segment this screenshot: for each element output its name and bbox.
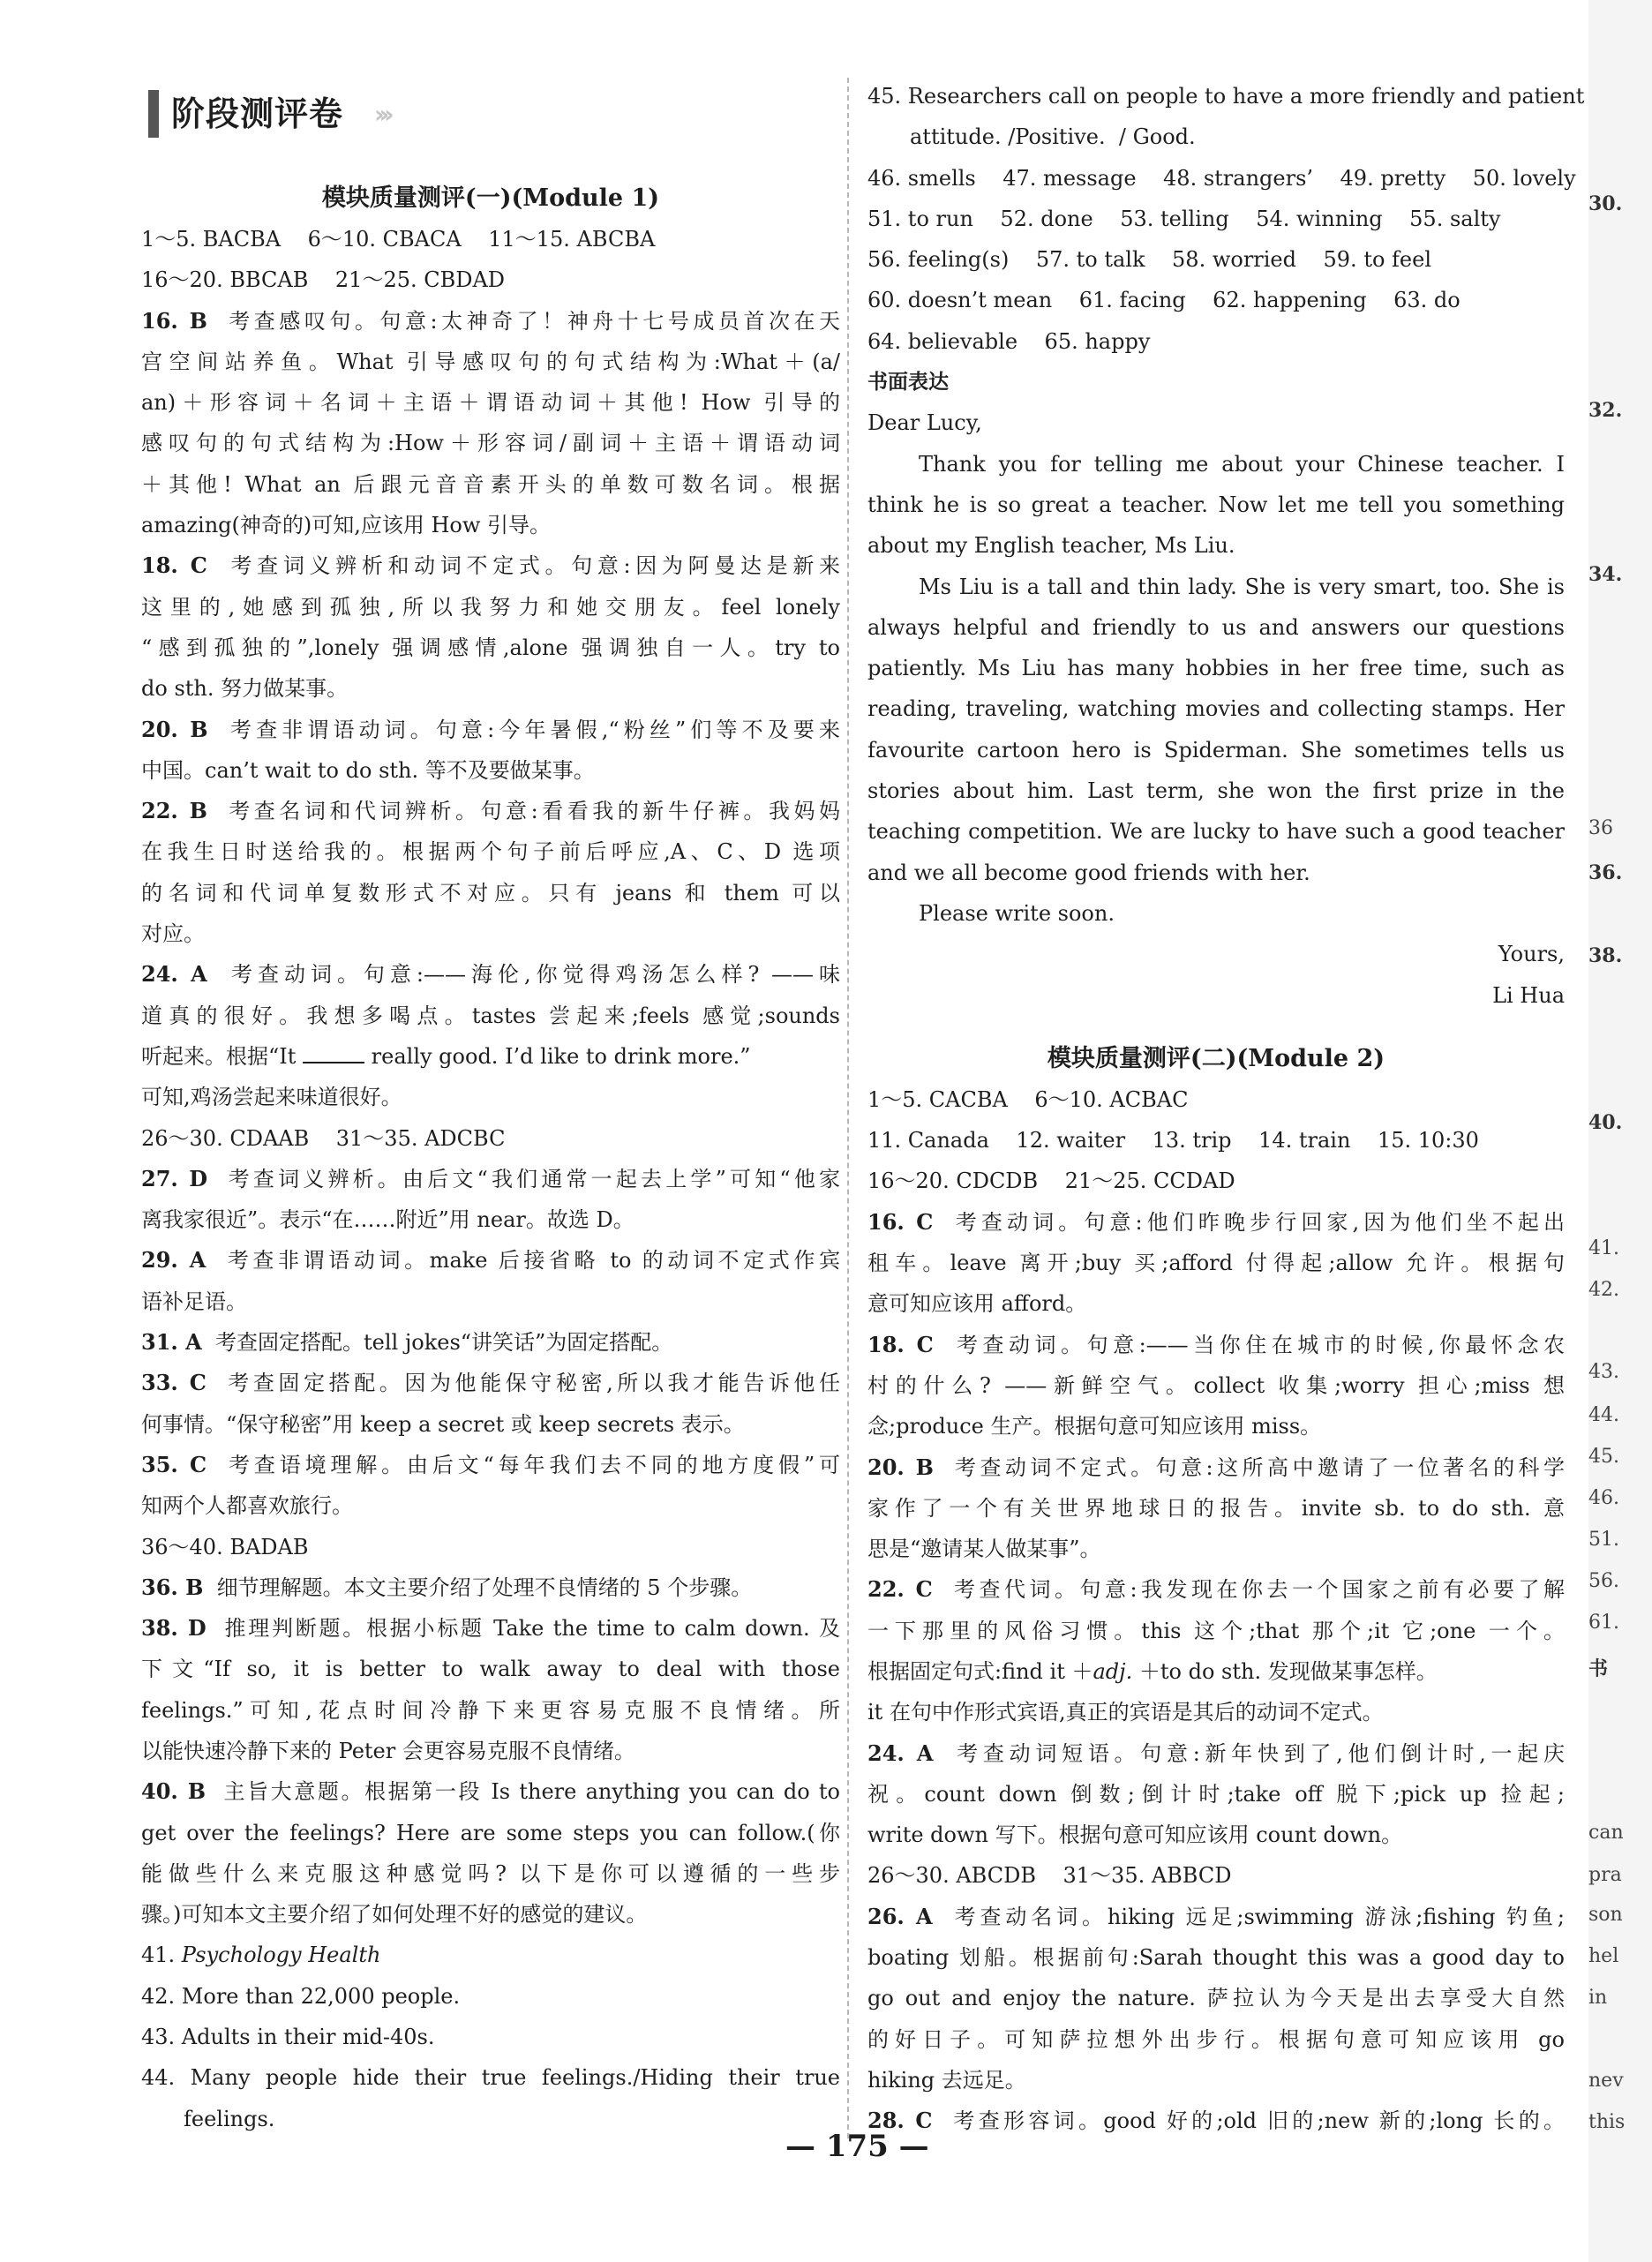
- text-segment: 43. Adults in their mid-40s.: [141, 2025, 435, 2050]
- text-line: [867, 1283, 1565, 1324]
- text-segment: Ms Liu is a tall and thin lady. She is very smart, too. She is always helpful and friendly to us and answers our questions patiently. Ms Liu has many hobbies in her free time, such as reading, traveling, watching movies and collecting stamps. Her favourite cartoon hero is Spiderman. She sometimes tells us stories about him. Last term, she won the first prize in the teaching competition. We are lucky to have such a good teacher and we all become good friends with her.: [867, 574, 1565, 885]
- answer-key: 22. B: [141, 798, 207, 824]
- essay-paragraph: [867, 444, 1565, 567]
- text-line: [141, 1077, 840, 1117]
- answer-key: 20. B: [867, 1454, 934, 1480]
- answer-key: 38. D: [141, 1615, 206, 1642]
- text-segment: 考查动词。句意:他们昨晚步行回家,因为他们坐不起出: [933, 1209, 1565, 1235]
- text-segment: 道真的很好。我想多喝点。tastes 尝起来;feels 感觉;sounds: [141, 1003, 840, 1028]
- text-line: [141, 1199, 840, 1240]
- text-line: [141, 587, 840, 627]
- text-line: [141, 1363, 840, 1403]
- text-segment: 考查固定搭配。因为他能保守秘密,所以我才能告诉他任: [206, 1371, 840, 1396]
- edge-fragment: son: [1588, 1904, 1623, 1926]
- text-line: [141, 2057, 840, 2098]
- edge-fragment: pra: [1588, 1864, 1622, 1886]
- edge-fragment: 43.: [1588, 1361, 1619, 1383]
- text-line: [141, 301, 840, 342]
- text-segment: 11. Canada 12. waiter 13. trip 14. train 15. 10:30: [867, 1128, 1479, 1154]
- writing-heading: [867, 362, 1565, 402]
- header-accent-bar: [148, 90, 159, 138]
- text-line: [867, 158, 1576, 199]
- text-segment: 考查固定搭配。tell jokes“讲笑话”为固定搭配。: [201, 1330, 673, 1356]
- page-number: — 175 —: [785, 2129, 929, 2164]
- text-line: [141, 1771, 840, 1812]
- text-segment: 考查感叹句。句意:太神奇了！神舟十七号成员首次在天: [206, 308, 841, 334]
- text-line: [867, 2100, 1565, 2141]
- text-segment: 考查代词。句意:我发现在你去一个国家之前有必要了解: [932, 1577, 1566, 1603]
- text-line: [141, 2099, 840, 2139]
- text-line: [141, 1894, 840, 1935]
- text-segment: 中国。can’t wait to do sth. 等不及要做某事。: [141, 757, 595, 783]
- edge-fragment: 44.: [1588, 1404, 1619, 1426]
- edge-fragment: 51.: [1588, 1529, 1619, 1551]
- edge-fragment: 书: [1588, 1657, 1609, 1680]
- text-segment: it 在句中作形式宾语,真正的宾语是其后的动词不定式。: [867, 1700, 1384, 1725]
- text-line: [141, 791, 840, 831]
- text-segment: 对应。: [141, 921, 205, 947]
- text-segment: 46. smells 47. message 48. strangers’ 49. pretty 50. lovely: [867, 165, 1576, 191]
- text-line: [141, 1976, 840, 2017]
- text-line: [141, 219, 840, 259]
- text-segment: 44. Many people hide their true feelings./Hiding their true: [141, 2065, 840, 2091]
- text-segment: 1～5. CACBA 6～10. ACBAC: [867, 1086, 1189, 1112]
- text-segment: 考查动词。句意:——海伦,你觉得鸡汤怎么样? ——味: [206, 962, 841, 988]
- text-line: [867, 1406, 1565, 1447]
- text-segment: 村的什么? ——新鲜空气。collect 收集;worry 担心;miss 想: [867, 1372, 1565, 1398]
- essay-paragraph: [867, 567, 1565, 893]
- text-segment: 26～30. ABCDB 31～35. ABBCD: [867, 1863, 1232, 1889]
- text-segment: write down 写下。根据句意可知应该用 count down。: [867, 1822, 1403, 1848]
- text-segment: 的名词和代词单复数形式不对应。只有 jeans 和 them 可以: [141, 880, 840, 906]
- text-line: [867, 321, 1565, 362]
- edge-fragment: 30.: [1588, 192, 1623, 215]
- text-line: [141, 831, 840, 872]
- text-line: [141, 1240, 840, 1281]
- text-line: [867, 280, 1565, 320]
- text-line: [141, 1281, 840, 1322]
- edge-fragment: 32.: [1588, 399, 1623, 422]
- text-segment: 一下那里的风俗习惯。this 这个;that 那个;it 它;one 一个。: [867, 1618, 1565, 1643]
- text-segment: 宫空间站养鱼。What 引导感叹句的句式结构为:What＋(a/: [141, 349, 840, 374]
- text-segment: feelings.: [184, 2106, 275, 2131]
- text-line: [867, 116, 1565, 157]
- text-line: [867, 199, 1565, 239]
- text-line: [867, 1161, 1565, 1201]
- text-segment: Thank you for telling me about your Chinese teacher. I think he is so great a teacher. Now let me tell you something about my English teacher, Ms Liu.: [867, 451, 1565, 559]
- text-line: [867, 1855, 1565, 1896]
- text-line: [141, 2017, 840, 2057]
- text-segment: 租车。leave 离开;buy 买;afford 付得起;allow 允许。根据句: [867, 1251, 1565, 1276]
- text-segment: 考查动名词。hiking 远足;swimming 游泳;fishing 钓鱼;: [932, 1904, 1566, 1929]
- text-segment: 书面表达: [867, 371, 949, 395]
- text-segment: 42. More than 22,000 people.: [141, 1983, 461, 2009]
- text-line: [867, 1692, 1565, 1732]
- answer-key: 26. A: [867, 1903, 933, 1929]
- text-segment: really good. I’d like to drink more.”: [364, 1043, 751, 1069]
- edge-fragment: 40.: [1588, 1111, 1623, 1134]
- text-line: [867, 1651, 1565, 1692]
- answer-key: 22. C: [867, 1576, 933, 1603]
- text-segment: 能做些什么来克服这种感觉吗? 以下是你可以遵循的一些步: [141, 1860, 840, 1886]
- text-line: [867, 1365, 1565, 1406]
- text-segment: 祝。count down 倒数;倒计时;take off 脱下;pick up 捡起;: [867, 1781, 1565, 1807]
- right-column: [867, 76, 1585, 2142]
- text-line: [867, 1937, 1565, 1978]
- answer-key: 24. A: [867, 1740, 934, 1766]
- text-segment: Dear Lucy,: [867, 410, 982, 436]
- text-segment: 16～20. CDCDB 21～25. CCDAD: [867, 1169, 1235, 1194]
- text-line: [141, 627, 840, 668]
- edge-fragment: 36: [1588, 817, 1613, 839]
- text-line: [141, 1567, 840, 1608]
- text-segment: 16～20. BBCAB 21～25. CBDAD: [141, 267, 506, 293]
- text-segment: 骤。)可知本文主要介绍了如何处理不好的感觉的建议。: [141, 1902, 648, 1928]
- answer-key: 16. C: [867, 1208, 934, 1235]
- text-line: [867, 1611, 1565, 1651]
- text-segment: 1～5. BACBA 6～10. CBACA 11～15. ABCBA: [141, 227, 656, 252]
- text-line: [141, 1690, 840, 1731]
- text-line: [141, 1322, 840, 1363]
- edge-fragment: 61.: [1588, 1612, 1619, 1634]
- edge-fragment: 56.: [1588, 1570, 1619, 1592]
- text-line: [141, 423, 840, 463]
- text-segment: 根据固定句式:find it ＋: [867, 1658, 1093, 1684]
- text-segment: “感到孤独的”,lonely 强调感情,alone 强调独自一人。try to: [141, 635, 840, 660]
- text-segment: 离我家很近”。表示“在……附近”用 near。故选 D。: [141, 1207, 635, 1233]
- text-line: [141, 382, 840, 423]
- text-segment: 64. believable 65. happy: [867, 328, 1151, 354]
- text-segment: 考查语境理解。由后文“每年我们去不同的地方度假”可: [206, 1452, 840, 1477]
- text-segment: 的好日子。可知萨拉想外出步行。根据句意可知应该用 go: [867, 2026, 1565, 2052]
- text-line: [867, 1243, 1565, 1283]
- text-segment: 语补足语。: [141, 1289, 247, 1314]
- answer-key: 28. C: [867, 2108, 933, 2134]
- letter-signoff: [867, 975, 1565, 1016]
- text-segment: 考查形容词。good 好的;old 旧的;new 新的;long 长的。: [932, 2108, 1565, 2134]
- text-line: [141, 710, 840, 750]
- text-segment: 推理判断题。根据小标题 Take the time to calm down. 及: [206, 1616, 840, 1642]
- text-line: [141, 1527, 840, 1567]
- answer-key: 40. B: [141, 1778, 206, 1805]
- text-segment: 以能快速冷静下来的 Peter 会更容易克服不良情绪。: [141, 1738, 635, 1763]
- text-line: [867, 1529, 1565, 1569]
- text-line: [867, 76, 1585, 116]
- text-line: [867, 1447, 1565, 1488]
- text-line: [867, 2019, 1565, 2060]
- text-line: [141, 1935, 840, 1975]
- text-line: [141, 464, 840, 505]
- text-line: [141, 1118, 840, 1159]
- text-segment: 知两个人都喜欢旅行。: [141, 1493, 353, 1519]
- text-line: [867, 402, 1565, 443]
- text-segment: 51. to run 52. done 53. telling 54. winning 55. salty: [867, 206, 1501, 231]
- section-header: [141, 86, 477, 145]
- text-segment: 45. Researchers call on people to have a more friendly and patient: [867, 84, 1585, 109]
- text-line: [867, 1488, 1565, 1529]
- text-segment: 考查词义辨析和动词不定式。句意:因为阿曼达是新来: [206, 553, 840, 579]
- edge-fragment: nev: [1588, 2070, 1624, 2092]
- answer-key: 35. C: [141, 1451, 207, 1477]
- text-segment: 考查词义辨析。由后文“我们通常一起去上学”可知“他家: [207, 1166, 840, 1191]
- text-segment: 念;produce 生产。根据句意可知应该用 miss。: [867, 1414, 1322, 1439]
- text-segment: 听起来。根据“It: [141, 1043, 304, 1069]
- edge-fragment: 38.: [1588, 944, 1623, 967]
- text-line: [141, 1159, 840, 1199]
- text-segment: 在我生日时送给我的。根据两个句子前后呼应,A、C、D 选项: [141, 839, 840, 865]
- text-segment: 考查动词。句意:——当你住在城市的时候,你最怀念农: [933, 1332, 1565, 1357]
- text-segment: 考查非谓语动词。句意:今年暑假,“粉丝”们等不及要来: [207, 717, 840, 742]
- text-line: [867, 1978, 1565, 2018]
- answer-key: 20. B: [141, 716, 208, 742]
- text-segment: Please write soon.: [919, 900, 1115, 926]
- module-title: [141, 178, 840, 219]
- text-segment: get over the feelings? Here are some steps you can follow.(你: [141, 1820, 840, 1845]
- text-line: [867, 1733, 1565, 1774]
- essay-paragraph: [867, 893, 1565, 934]
- text-segment: 41.: [141, 1943, 182, 1968]
- italic-text: adj.: [1093, 1658, 1133, 1684]
- text-segment: 细节理解题。本文主要介绍了处理不良情绪的 5 个步骤。: [203, 1574, 753, 1600]
- text-line: [141, 505, 840, 545]
- text-segment: 考查名词和代词辨析。句意:看看我的新牛仔裤。我妈妈: [206, 799, 841, 824]
- text-line: [867, 1569, 1565, 1610]
- text-segment: 考查动词短语。句意:新年快到了,他们倒计时,一起庆: [933, 1740, 1565, 1766]
- answer-key: 33. C: [141, 1370, 206, 1396]
- text-segment: 36～40. BADAB: [141, 1534, 309, 1559]
- text-line: [141, 996, 840, 1036]
- text-line: [867, 1202, 1565, 1243]
- text-segment: ＋to do sth. 发现做某事怎样。: [1132, 1658, 1438, 1684]
- text-segment: 26～30. CDAAB 31～35. ADCBC: [141, 1125, 506, 1151]
- edge-fragment: can: [1588, 1822, 1624, 1844]
- adjacent-page-edge: [1588, 0, 1652, 2262]
- answer-key: 27. D: [141, 1165, 208, 1191]
- text-segment: 思是“邀请某人做某事”。: [867, 1537, 1101, 1562]
- text-segment: 可知,鸡汤尝起来味道很好。: [141, 1085, 402, 1110]
- text-line: [141, 668, 840, 709]
- text-segment: 下文“If so, it is better to walk away to deal with those: [141, 1657, 840, 1682]
- text-segment: Li Hua: [1492, 982, 1565, 1008]
- text-segment: 模块质量测评(二)(Module 2): [1047, 1044, 1385, 1072]
- text-line: [141, 1853, 840, 1894]
- text-segment: boating 划船。根据前句:Sarah thought this was a good day to: [867, 1945, 1565, 1971]
- text-segment: 模块质量测评(一)(Module 1): [321, 184, 660, 212]
- answer-key: 29. A: [141, 1247, 206, 1274]
- text-line: [867, 2060, 1565, 2100]
- text-segment: 60. doesn’t mean 61. facing 62. happening 63. do: [867, 288, 1461, 313]
- text-segment: go out and enjoy the nature. 萨拉认为今天是出去享受大自然: [867, 1986, 1565, 2011]
- section-title: 阶段测评卷: [171, 94, 344, 133]
- text-line: [141, 342, 840, 382]
- edge-fragment: in: [1588, 1987, 1608, 2009]
- left-column: [141, 178, 840, 2139]
- text-line: [141, 750, 840, 791]
- text-segment: 考查非谓语动词。make 后接省略 to 的动词不定式作宾: [206, 1248, 840, 1274]
- text-segment: 这里的,她感到孤独,所以我努力和她交朋友。feel lonely: [141, 594, 840, 620]
- text-segment: amazing(神奇的)可知,应该用 How 引导。: [141, 513, 552, 538]
- text-line: [141, 873, 840, 913]
- text-segment: an)＋形容词＋名词＋主语＋谓语动词＋其他! How 引导的: [141, 390, 840, 416]
- text-segment: 意可知应该用 afford。: [867, 1291, 1087, 1317]
- edge-fragment: hel: [1588, 1945, 1619, 1967]
- text-line: [141, 1649, 840, 1689]
- text-segment: 考查动词不定式。句意:这所高中邀请了一位著名的科学: [933, 1454, 1565, 1480]
- answer-key: 36. B: [141, 1574, 204, 1600]
- text-line: [141, 1813, 840, 1853]
- text-segment: do sth. 努力做某事。: [141, 676, 349, 702]
- module-title: [867, 1039, 1565, 1079]
- text-segment: 家作了一个有关世界地球日的报告。invite sb. to do sth. 意: [867, 1495, 1565, 1521]
- text-line: [867, 1325, 1565, 1365]
- section-gap: [867, 1016, 1565, 1039]
- text-segment: ＋其他! What an 后跟元音音素开头的单数可数名词。根据: [141, 471, 840, 497]
- text-line: [141, 1731, 840, 1771]
- text-line: [867, 1815, 1565, 1855]
- text-line: [141, 1445, 840, 1485]
- edge-fragment: this: [1588, 2111, 1626, 2133]
- text-segment: feelings.”可知,花点时间冷静下来更容易克服不良情绪。所: [141, 1697, 840, 1723]
- edge-fragment: 46.: [1588, 1487, 1619, 1509]
- text-segment: 56. feeling(s) 57. to talk 58. worried 59. to feel: [867, 247, 1431, 273]
- answer-key: 16. B: [141, 307, 207, 334]
- text-line: [141, 1404, 840, 1445]
- answer-key: 31. A: [141, 1329, 202, 1356]
- text-line: [867, 1079, 1565, 1120]
- text-line: [867, 239, 1565, 280]
- text-line: [141, 1608, 840, 1649]
- edge-fragment: 45.: [1588, 1446, 1619, 1468]
- text-segment: attitude. /Positive. / Good.: [910, 124, 1196, 150]
- fill-blank: [303, 1042, 364, 1063]
- edge-fragment: 36.: [1588, 861, 1623, 884]
- text-segment: 感叹句的句式结构为:How＋形容词/副词＋主语＋谓语动词: [141, 431, 840, 456]
- edge-fragment: 34.: [1588, 563, 1623, 586]
- text-line: [141, 1485, 840, 1526]
- text-segment: hiking 去远足。: [867, 2067, 1026, 2093]
- text-line: [141, 1036, 840, 1077]
- italic-text: Psychology Health: [181, 1943, 381, 1968]
- text-line: [141, 913, 840, 954]
- chevron-right-icon: ›››: [374, 100, 389, 129]
- answer-key: 24. A: [141, 961, 207, 988]
- text-line: [867, 1897, 1565, 1937]
- text-line: [141, 259, 840, 300]
- column-divider: [847, 78, 849, 2138]
- text-segment: Yours,: [1498, 942, 1565, 967]
- text-line: [141, 545, 840, 586]
- text-segment: 主旨大意题。根据第一段 Is there anything you can do to: [206, 1779, 840, 1805]
- text-segment: 何事情。“保守秘密”用 keep a secret 或 keep secrets 表示。: [141, 1411, 745, 1437]
- edge-fragment: 42.: [1588, 1279, 1619, 1301]
- edge-fragment: 41.: [1588, 1237, 1619, 1259]
- text-line: [867, 1120, 1565, 1161]
- answer-key: 18. C: [141, 552, 207, 579]
- text-line: [141, 954, 840, 995]
- letter-signoff: [867, 934, 1565, 974]
- text-line: [867, 1774, 1565, 1815]
- answer-key: 18. C: [867, 1331, 934, 1357]
